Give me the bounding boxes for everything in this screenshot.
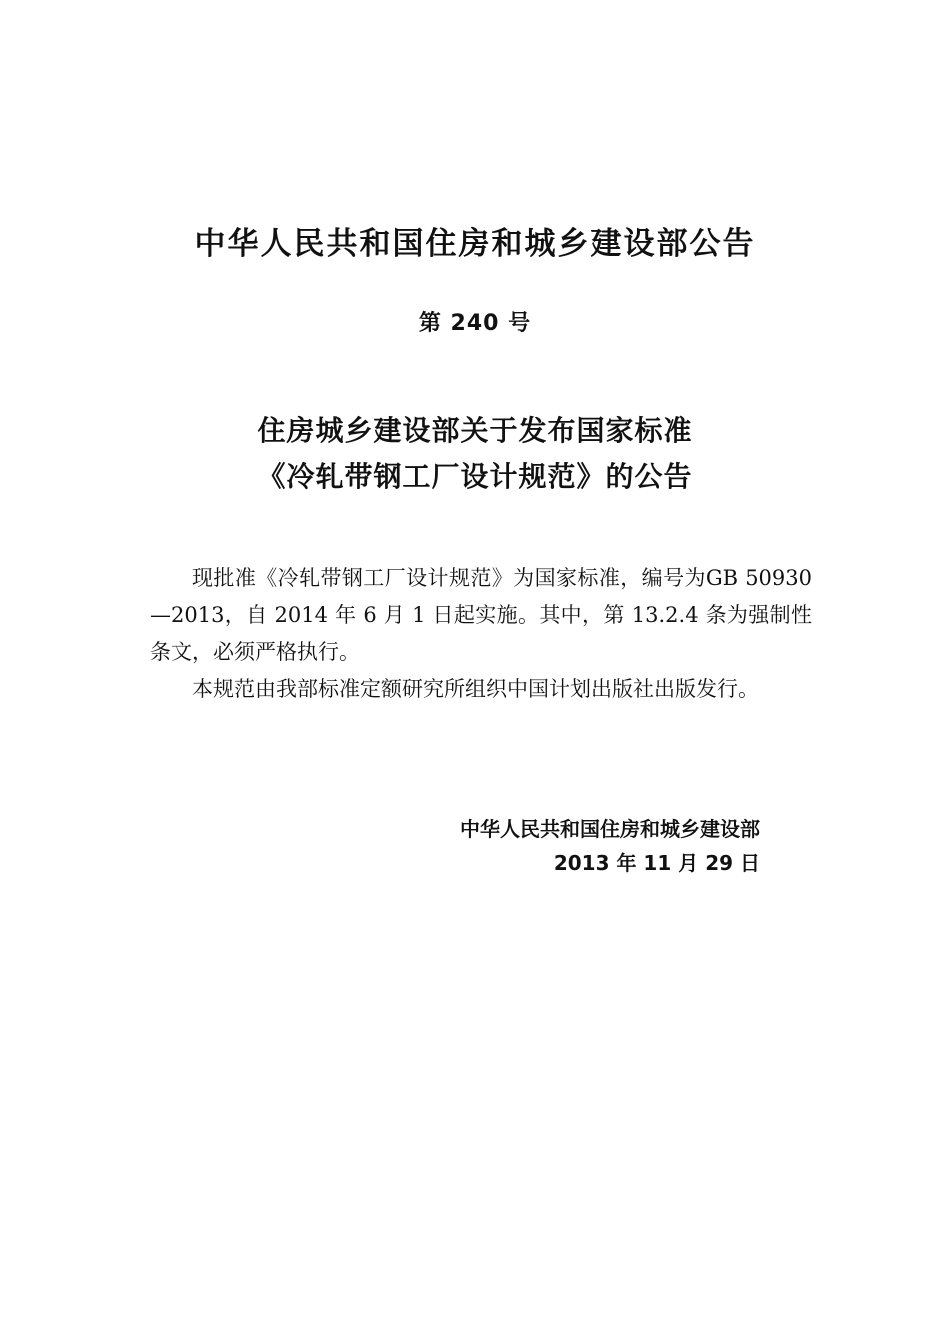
announcement-number: 第 240 号: [418, 311, 532, 336]
subtitle-line-2: 《冷轧带钢工厂设计规范》的公告: [257, 460, 693, 493]
announcement-body: [150, 560, 812, 708]
signature-block: [460, 812, 760, 880]
issue-date: 2013 年 11 月 29 日: [553, 851, 760, 875]
subtitle-line-1: 住房城乡建设部关于发布国家标准: [257, 414, 693, 447]
body-paragraph-1: 现批准《冷轧带钢工厂设计规范》为国家标准，编号为GB 50930—2013，自 2014 年 6 月 1 日起实施。其中，第 13.2.4 条为强制性条文，必须严格执行。: [150, 566, 812, 664]
page-title: 中华人民共和国住房和城乡建设部公告: [194, 226, 756, 262]
issuer-name: 中华人民共和国住房和城乡建设部: [460, 817, 760, 841]
body-paragraph-2: 本规范由我部标准定额研究所组织中国计划出版社出版发行。: [192, 677, 759, 701]
announcement-subtitle: [0, 408, 950, 500]
